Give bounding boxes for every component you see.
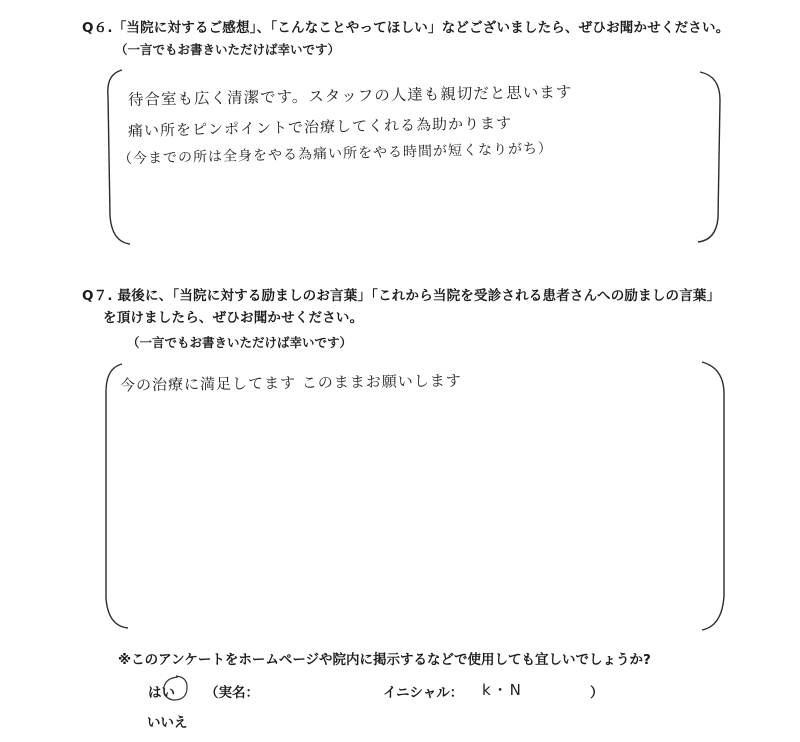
consent-yes-option[interactable]: はい [148,685,175,701]
q6-question: Q６.「当院に対するご感想」、「こんなことやってほしい」などございましたら、ぜひお聞かせください。 [82,20,730,36]
q7-answer-frame [98,358,734,634]
initial-label: イニシャル： [383,685,464,701]
consent-no-option[interactable]: いいえ [147,715,188,731]
q6-note: （一言でもお書きいただけば幸いです） [115,42,341,57]
q6-answer-line-1: 待合室も広く清潔です。スタッフの人達も親切だと思います [127,83,573,109]
real-name-label: （実名： [205,685,259,701]
consent-question: ※このアンケートをホームページや院内に掲示するなどで使用しても宜しいでしょうか? [118,652,651,668]
q7-question-line-1: Q７. 最後に、「当院に対する励ましのお言葉」「これから当院を受診される患者さんへの励ましの言葉」 [82,288,721,304]
q6-answer-line-3: （今までの所は全身をやる為痛い所をやる時間が短くなりがち） [117,140,554,168]
q7-question-line-2: を頂けましたら、ぜひお聞かせください。 [103,310,364,326]
q7-note: （一言でもお書きいただけば幸いです） [127,335,353,350]
q6-answer-line-2: 痛い所をピンポイントで治療してくれる為助かります [127,113,513,141]
q7-answer-line-1: 今の治療に満足してます このままお願いします [119,371,462,395]
close-paren: ） [590,685,604,701]
initial-value: k・N [482,681,523,699]
